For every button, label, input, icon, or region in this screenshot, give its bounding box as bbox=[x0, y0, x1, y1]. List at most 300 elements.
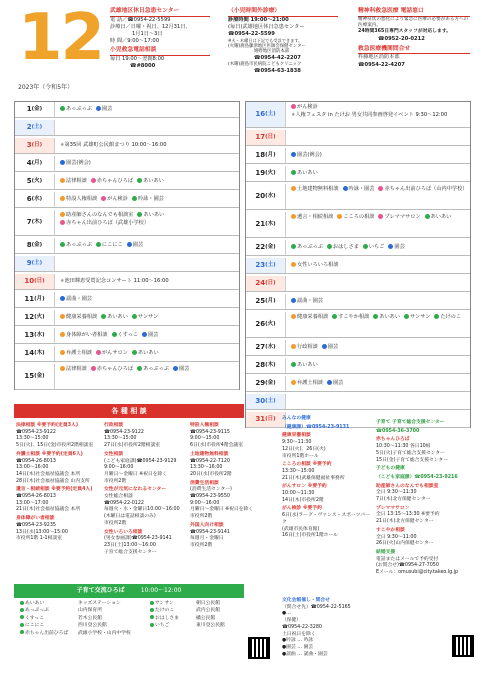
hiroba-label: にこにこ bbox=[25, 623, 45, 629]
category-dot-icon bbox=[137, 178, 142, 183]
event-label: あいあい bbox=[137, 350, 159, 357]
category-dot-icon bbox=[425, 214, 430, 219]
section-heading: 外国人向け相談 bbox=[190, 522, 224, 528]
calendar-day-row bbox=[246, 240, 470, 256]
event-item bbox=[291, 170, 318, 177]
event-label: こころの相談 bbox=[343, 214, 375, 220]
day-events bbox=[286, 170, 470, 177]
info-line: 全日 13:15～13:30 ※要予約 bbox=[376, 512, 440, 518]
calendar-day-row bbox=[246, 340, 470, 356]
info-line: ☎0954-23-9122 bbox=[104, 429, 144, 435]
weekday: (日) bbox=[265, 134, 276, 141]
event-label: あっぷっぷ bbox=[297, 244, 323, 251]
category-dot-icon bbox=[332, 314, 337, 319]
category-dot-icon bbox=[378, 186, 383, 191]
weekday: (月) bbox=[34, 296, 45, 303]
info-line: 20日(水)市役所2階 bbox=[190, 471, 232, 477]
child-night-title: （小児時間外診療） bbox=[228, 8, 338, 17]
hiroba-item bbox=[196, 600, 225, 607]
event-label: 法律相談 bbox=[66, 178, 87, 185]
day-label bbox=[246, 258, 286, 273]
hiroba-item bbox=[196, 607, 225, 614]
category-dot-icon bbox=[337, 214, 342, 219]
calendar-day-row bbox=[15, 274, 239, 290]
event-label: 人権フェスタ in たけお 男女共同参画啓発イベント 9:30～12:00 bbox=[295, 111, 448, 118]
category-dot-icon bbox=[60, 366, 65, 371]
event-label: 赤ちゃん出前ひろば（武雄小学校） bbox=[66, 219, 150, 226]
weekday: (木) bbox=[265, 362, 276, 369]
event-item bbox=[291, 314, 328, 321]
info-line: ☎0954-26-8013 bbox=[16, 458, 56, 464]
qr-code-icon bbox=[248, 637, 270, 659]
info-line: (消費生活センター) bbox=[190, 487, 232, 493]
calendar-day-row bbox=[15, 192, 239, 208]
section-heading: 子育て 子育て総合支援センター bbox=[376, 420, 445, 425]
event-item bbox=[291, 214, 333, 221]
event-label: 弁護士相談 bbox=[297, 380, 323, 387]
section-heading: 女性が元気になれるセンター bbox=[104, 487, 167, 493]
category-dot-icon bbox=[60, 242, 65, 247]
category-dot-icon bbox=[150, 623, 154, 627]
category-dot-icon bbox=[322, 344, 327, 349]
day-label bbox=[15, 346, 55, 361]
weekday: (木) bbox=[31, 219, 43, 226]
kosodate-time: 10:00～12:00 bbox=[140, 587, 182, 594]
event-label: あいあい bbox=[297, 362, 318, 369]
day-number: 18 bbox=[255, 151, 266, 160]
day-label bbox=[246, 312, 286, 337]
day-number: 29 bbox=[255, 379, 266, 388]
event-label: 特設人権相談 bbox=[66, 196, 98, 203]
weekday: (水) bbox=[265, 344, 276, 351]
event-item bbox=[291, 152, 322, 159]
info-line: ☎0954-23-9122 bbox=[16, 429, 56, 435]
category-dot-icon bbox=[291, 214, 296, 219]
weekday: (月) bbox=[31, 160, 43, 167]
event-item bbox=[96, 106, 112, 113]
day-number: 13 bbox=[24, 331, 35, 340]
event-item bbox=[404, 314, 430, 321]
day-events bbox=[55, 106, 239, 113]
day-events bbox=[286, 152, 470, 159]
day-number: 12 bbox=[24, 313, 35, 322]
weekday: (土) bbox=[31, 124, 43, 131]
event-item bbox=[60, 106, 92, 113]
hc-line: ☎0952-20-0212 bbox=[378, 35, 425, 42]
info-line: 全日 9:30～11:00 bbox=[376, 534, 417, 540]
category-dot-icon bbox=[150, 601, 154, 605]
category-dot-icon bbox=[327, 244, 332, 249]
event-item bbox=[327, 380, 343, 387]
info-line: 16日(土)市役所1階ホール bbox=[282, 533, 338, 539]
day-events bbox=[286, 262, 470, 269]
info-line: 21日(木)武雄保健福祉事務所 bbox=[282, 475, 345, 481]
category-dot-icon bbox=[96, 350, 101, 355]
hiroba-label: あいあい bbox=[25, 601, 45, 606]
section-heading: 消費生活相談 bbox=[190, 480, 219, 486]
kosodate-bar bbox=[14, 584, 244, 598]
info-line: 全日 9:30～11:30 bbox=[376, 490, 417, 496]
event-label: 遺言・相続相談 bbox=[297, 214, 334, 220]
category-dot-icon bbox=[137, 212, 142, 217]
event-item bbox=[60, 366, 87, 373]
weekday: (火) bbox=[31, 178, 43, 185]
day-label bbox=[15, 102, 55, 117]
info-line: ☎0954-26-8013 bbox=[16, 494, 56, 500]
event-label: 園芸(例会) bbox=[297, 152, 322, 159]
event-label: あっぷっぷ bbox=[66, 242, 92, 249]
event-item bbox=[337, 214, 374, 221]
kaku-soudan-bar: 各 種 相 談 bbox=[14, 404, 244, 418]
day-label bbox=[15, 238, 55, 253]
info-line: 14日(木)社会福祉協議会 本所 bbox=[16, 471, 81, 477]
section-heading: 結婚支援 bbox=[376, 549, 396, 555]
info-line: 市役所2階 bbox=[104, 520, 127, 526]
event-label: 謡曲・園芸 bbox=[66, 296, 92, 303]
event-item bbox=[425, 214, 452, 221]
info-line: ☎0954-22-0122 bbox=[104, 500, 144, 506]
year-label: 2023年（令和5年） bbox=[18, 84, 74, 91]
info-line: 電話またはメールで予約受付 bbox=[376, 556, 439, 562]
day-number: 5 bbox=[26, 177, 32, 186]
calendar-day-row bbox=[15, 238, 239, 254]
info-line: 6日(水)市役所4階会議室 bbox=[190, 443, 244, 449]
event-label: あっぷっぷ bbox=[66, 106, 92, 113]
event-item bbox=[101, 314, 128, 321]
star-icon: ★ bbox=[60, 278, 65, 285]
hiroba-label: キッズステーション bbox=[78, 601, 121, 606]
health-col bbox=[282, 414, 370, 540]
info-line: 10:00～11:30 bbox=[282, 491, 315, 497]
category-dot-icon bbox=[101, 314, 106, 319]
info-line: 9:00～16:00 bbox=[190, 500, 220, 506]
info-line: 5日(火)子育て総合支援センター bbox=[376, 450, 445, 456]
event-label: 吟詠・園芸 bbox=[348, 186, 375, 192]
section-heading: 土地建物無料相談 bbox=[190, 451, 229, 457]
event-item bbox=[60, 178, 87, 185]
section-heading: 女性相談 bbox=[104, 451, 124, 457]
calendar-day-row bbox=[246, 102, 470, 128]
category-dot-icon bbox=[20, 608, 24, 612]
day-label bbox=[15, 210, 55, 235]
category-dot-icon bbox=[378, 214, 383, 219]
category-dot-icon bbox=[60, 178, 65, 183]
day-label bbox=[15, 364, 55, 389]
day-number: 21 bbox=[255, 220, 266, 229]
day-events bbox=[55, 296, 239, 303]
info-line: 13:30～15:00 bbox=[16, 436, 49, 442]
calendar-day-row bbox=[246, 358, 470, 374]
calendar-day-row bbox=[15, 120, 239, 136]
event-item bbox=[60, 220, 149, 227]
category-dot-icon bbox=[291, 362, 296, 367]
day-events bbox=[55, 142, 239, 149]
event-label: あいあい bbox=[379, 314, 401, 320]
calendar-day-row bbox=[15, 156, 239, 172]
info-line: 13:30～15:00 bbox=[282, 468, 315, 474]
event-item bbox=[96, 242, 123, 249]
weekday: (木) bbox=[265, 221, 276, 228]
info-line: 毎週火・水・金曜日10:00～16:00 bbox=[104, 507, 180, 513]
category-dot-icon bbox=[291, 104, 296, 109]
weekday: (火) bbox=[265, 321, 276, 328]
calendar-day-row bbox=[246, 376, 470, 392]
category-dot-icon bbox=[142, 332, 147, 337]
event-label: あいあい bbox=[143, 178, 164, 185]
event-label: 法律相談 bbox=[66, 366, 87, 372]
weekday: (金) bbox=[34, 373, 45, 380]
category-dot-icon bbox=[150, 608, 154, 612]
section-heading: （こども家庭課）☎0954-23-9216 bbox=[376, 474, 458, 480]
category-dot-icon bbox=[173, 366, 178, 371]
event-item bbox=[142, 332, 158, 339]
event-label: サンサン bbox=[137, 314, 159, 321]
day-events bbox=[55, 160, 239, 167]
weekday: (土) bbox=[265, 262, 276, 269]
event-item bbox=[343, 186, 375, 193]
event-label: がん検診 bbox=[107, 196, 128, 203]
info-line: 12日(火)、26日(火) bbox=[282, 446, 326, 452]
category-dot-icon bbox=[291, 262, 296, 267]
day-events bbox=[286, 362, 470, 369]
section-heading: こころの相談 ※要予約 bbox=[282, 462, 332, 468]
event-item bbox=[60, 196, 97, 203]
star-icon: ★ bbox=[291, 111, 296, 118]
info-line: 13日(水)13:00～15:00 bbox=[16, 529, 68, 535]
event-label: おはしさま bbox=[332, 244, 359, 251]
info-line: 23日(土)13:00～16:00 bbox=[104, 542, 156, 548]
emergency-inquiry-title: 救急医療機関問合せ bbox=[358, 46, 470, 55]
info-line: （保健） bbox=[282, 618, 302, 624]
event-item bbox=[291, 104, 318, 111]
calendar-day-row bbox=[246, 184, 470, 210]
hiroba-label: 武内公民館 bbox=[196, 608, 220, 614]
event-label: がん検診 bbox=[297, 104, 318, 110]
hc-line: ☎0954-22-4207 bbox=[358, 61, 405, 68]
calendar-day-row bbox=[246, 166, 470, 182]
event-label: あいあい bbox=[297, 170, 318, 177]
event-item bbox=[291, 362, 318, 369]
weekday: (日) bbox=[265, 280, 276, 287]
event-label: 健康栄養相談 bbox=[297, 314, 329, 320]
day-number: 19 bbox=[255, 169, 266, 178]
category-dot-icon bbox=[20, 615, 24, 619]
calendar-day-row bbox=[15, 174, 239, 190]
event-item bbox=[137, 212, 164, 219]
hiroba-item bbox=[78, 607, 131, 614]
day-events bbox=[55, 210, 239, 227]
hiroba-item bbox=[20, 615, 68, 622]
category-dot-icon bbox=[91, 178, 96, 183]
hiroba-label: 西川登公民館 bbox=[78, 623, 107, 629]
hiroba-item bbox=[20, 607, 68, 614]
hiroba-item bbox=[196, 622, 225, 629]
category-dot-icon bbox=[291, 244, 296, 249]
event-item bbox=[137, 366, 169, 373]
event-item bbox=[434, 314, 461, 321]
day-number: 14 bbox=[24, 349, 35, 358]
day-events bbox=[55, 350, 239, 357]
weekday: (日) bbox=[31, 142, 43, 149]
info-line: ☎0954-23-9235 bbox=[16, 522, 56, 528]
section-heading: 健康栄養相談 bbox=[282, 433, 311, 439]
hiroba-item bbox=[78, 622, 131, 629]
category-dot-icon bbox=[327, 380, 332, 385]
event-item bbox=[378, 214, 420, 221]
day-label bbox=[246, 394, 286, 409]
event-item bbox=[60, 296, 92, 303]
category-dot-icon bbox=[127, 242, 132, 247]
event-label: 弁護士相談 bbox=[66, 350, 92, 357]
day-events bbox=[55, 178, 239, 185]
day-number: 26 bbox=[255, 320, 266, 329]
day-number: 16 bbox=[255, 110, 266, 119]
day-number: 1 bbox=[26, 105, 32, 114]
event-item bbox=[378, 186, 467, 193]
hc-line: 24時間365日専門スタッフが対応します。 bbox=[358, 29, 452, 35]
event-label: 第35回 武雄町公民館まつり 10:00～16:00 bbox=[64, 142, 167, 149]
hc-line: ☎0954-22-5599 bbox=[228, 30, 275, 37]
event-item bbox=[322, 344, 338, 351]
event-item bbox=[132, 350, 159, 357]
month-number: 12 bbox=[18, 1, 104, 75]
info-line: 5日(火)、15日(金)市役所2階相談室 bbox=[16, 443, 94, 449]
category-dot-icon bbox=[343, 186, 348, 191]
section-heading: 女性いろいろ相談 bbox=[104, 529, 143, 535]
holiday-center-title: 武雄地区休日急患センター bbox=[110, 8, 210, 17]
category-dot-icon bbox=[60, 196, 65, 201]
soudan-col-c bbox=[190, 421, 266, 550]
weekday: (日) bbox=[34, 278, 45, 285]
day-label bbox=[246, 340, 286, 355]
kosodate-list-b bbox=[78, 600, 131, 637]
section-heading: 助産師さんのなんでも相談室 bbox=[376, 483, 439, 489]
event-item bbox=[96, 350, 128, 357]
info-line: (武雄市民体育館) bbox=[282, 526, 320, 532]
hc-line: 1月1日～3日 bbox=[132, 30, 163, 37]
day-number: 2 bbox=[26, 123, 32, 132]
calendar-day-row bbox=[246, 276, 470, 292]
info-line: ●園芸 … 園芸 bbox=[282, 644, 314, 650]
hiroba-item bbox=[78, 615, 131, 622]
weekday: (木) bbox=[34, 350, 45, 357]
calendar-day-row bbox=[15, 292, 239, 308]
day-events bbox=[55, 278, 239, 285]
event-label: いちご bbox=[368, 244, 385, 251]
event-label: 健康栄養相談 bbox=[66, 314, 98, 321]
info-line: 21日(木)北方保健センター bbox=[376, 519, 434, 525]
calendar-day-row bbox=[15, 256, 239, 272]
info-line: 14日(木)市役所2階 bbox=[282, 497, 324, 503]
event-item bbox=[60, 242, 92, 249]
section-heading: 行政相談 bbox=[104, 423, 124, 428]
event-label: 園芸 bbox=[132, 242, 144, 249]
day-number: 6 bbox=[26, 195, 32, 204]
day-number: 11 bbox=[24, 295, 35, 304]
event-item bbox=[91, 366, 133, 373]
day-label bbox=[15, 120, 55, 135]
event-label: がんサロン bbox=[101, 350, 128, 357]
info-line: 10:30～11:30 各日10組 bbox=[376, 444, 431, 450]
event-label: あいあい bbox=[143, 212, 165, 218]
event-item bbox=[291, 244, 323, 251]
soudan-col-b bbox=[104, 421, 186, 556]
info-line: (木曜日は電話相談のみ) bbox=[104, 514, 156, 520]
day-number: 28 bbox=[255, 361, 266, 370]
category-dot-icon bbox=[291, 170, 296, 175]
event-item bbox=[132, 196, 164, 203]
kosodate-list-a bbox=[20, 600, 68, 637]
calendar-day-row bbox=[15, 102, 239, 118]
hiroba-item bbox=[150, 622, 179, 629]
info-line: 毎週月・金曜日 bbox=[190, 536, 224, 542]
section-heading: プレママサロン bbox=[376, 505, 410, 511]
qr-code-icon bbox=[452, 635, 474, 657]
hiroba-item bbox=[150, 600, 179, 607]
info-line: 月曜日～金曜日 ※祝日を除く bbox=[190, 507, 254, 513]
event-item bbox=[373, 314, 400, 321]
weekday: (土) bbox=[265, 398, 276, 405]
weekday: (金) bbox=[265, 244, 276, 251]
info-line: 市役所1階 1-1相談室 bbox=[16, 536, 62, 542]
info-line: 13:00～17:00 bbox=[16, 500, 49, 506]
weekday: (月) bbox=[265, 298, 276, 305]
kosodate-col bbox=[376, 418, 476, 577]
event-item bbox=[60, 332, 108, 339]
info-line: 月曜日～金曜日 ※祝日を除く bbox=[104, 471, 168, 477]
star-icon: ★ bbox=[60, 142, 65, 149]
hiroba-item bbox=[78, 630, 131, 637]
day-events bbox=[286, 244, 470, 251]
hiroba-item bbox=[150, 607, 179, 614]
day-events bbox=[286, 184, 470, 193]
event-item bbox=[60, 350, 92, 357]
day-number: 22 bbox=[255, 243, 266, 252]
event-label: 助産師さんのなんでも相談室 bbox=[66, 212, 134, 218]
day-events bbox=[55, 314, 239, 321]
weekday: (水) bbox=[34, 332, 45, 339]
hiroba-item bbox=[20, 600, 68, 607]
hiroba-item bbox=[196, 615, 225, 622]
section-heading: ☎0954-36-3700 bbox=[376, 428, 420, 434]
event-item bbox=[173, 366, 189, 373]
calendar-day-row bbox=[246, 212, 470, 238]
info-line: 21日(木)社会福祉協議会 本所 bbox=[16, 507, 81, 513]
day-number: 9 bbox=[26, 259, 32, 268]
hiroba-item bbox=[150, 615, 179, 622]
hiroba-label: 山内保育所 bbox=[78, 608, 102, 614]
weekday: (土) bbox=[31, 260, 43, 267]
weekday: (土) bbox=[265, 111, 276, 118]
event-item bbox=[91, 178, 133, 185]
info-line: 26日(火)山内保健センター bbox=[376, 541, 434, 547]
day-number: 3 bbox=[26, 141, 32, 150]
header-col2 bbox=[228, 8, 338, 75]
info-line: 6日(水)ラーグ・ヴァンス・スポーツパーク bbox=[282, 513, 370, 525]
soudan-col-a bbox=[16, 421, 98, 543]
section-heading: 文化会館催し・問合せ bbox=[282, 598, 330, 603]
day-label bbox=[246, 212, 286, 237]
day-number: 25 bbox=[255, 297, 266, 306]
event-item bbox=[60, 314, 97, 321]
day-label bbox=[246, 166, 286, 181]
day-number: 7 bbox=[26, 218, 32, 227]
event-label: あっぷっぷ bbox=[143, 366, 169, 372]
category-dot-icon bbox=[132, 350, 137, 355]
header-col3 bbox=[358, 8, 470, 69]
day-label bbox=[246, 376, 286, 391]
event-item bbox=[60, 142, 167, 149]
